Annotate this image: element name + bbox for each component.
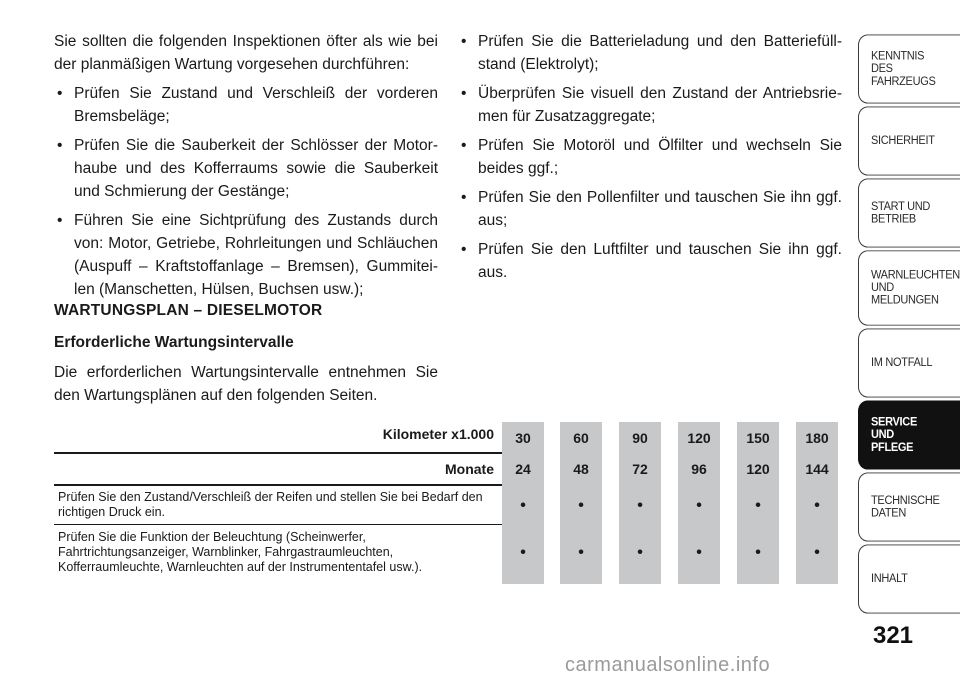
months-value: 72 (632, 461, 648, 477)
km-value: 150 (746, 430, 770, 446)
months-value: 96 (691, 461, 707, 477)
section-text: Die erforderlichen Wartungsintervalle entnehmen Sie den Wartungsplänen auf den folgenden Seiten. (54, 364, 438, 404)
list-item: • Führen Sie eine Sichtprüfung des Zustands durch von: Motor, Getriebe, Rohrleitungen und Schläuchen (Auspuff – Kraftstoffanlage – Bremsen), Gummitei-len (Manschetten, Hülsen, Buchsen usw.); (54, 209, 438, 301)
km-header-label: Kilometer x1.000 (382, 426, 494, 442)
list-item: • Prüfen Sie den Pollenfilter und tauschen Sie ihn ggf. aus; (458, 186, 842, 232)
watermark: carmanualsonline.info (565, 654, 771, 676)
section-subheading: Erforderliche Wartungsintervalle (54, 334, 294, 351)
km-value: 120 (687, 430, 711, 446)
check-mark: • (814, 497, 820, 514)
tab-technische-daten[interactable]: TECHNISCHE DATEN (858, 472, 960, 541)
months-value: 48 (573, 461, 589, 477)
section-heading: WARTUNGSPLAN – DIESELMOTOR (54, 302, 323, 319)
km-value: 30 (515, 430, 531, 446)
intro-paragraph: Sie sollten die folgenden Inspektionen öfter als wie bei der planmäßigen Wartung vorgesehen durchführen: (54, 33, 438, 73)
bullet-icon: • (461, 241, 467, 258)
bullet-icon: • (461, 189, 467, 206)
table-row-text: Prüfen Sie den Zustand/Verschleiß der Reifen und stellen Sie bei Bedarf den richtigen Druck ein. (58, 490, 483, 519)
bullet-icon: • (461, 137, 467, 154)
months-value: 24 (515, 461, 531, 477)
check-mark: • (637, 497, 643, 514)
list-item: • Prüfen Sie Motoröl und Ölfilter und wechseln Sie beides ggf.; (458, 134, 842, 180)
page-number: 321 (872, 622, 914, 649)
tab-sicherheit[interactable]: SICHERHEIT (858, 106, 960, 175)
list-item: • Prüfen Sie die Sauberkeit der Schlösser der Motor-haube und des Kofferraums sowie die Sauberkeit und Schmierung der Gestänge; (54, 134, 438, 203)
check-mark: • (696, 497, 702, 514)
left-column (54, 30, 438, 307)
km-value: 90 (632, 430, 648, 446)
tab-start-und-betrieb[interactable]: START UND BETRIEB (858, 178, 960, 247)
list-item: • Prüfen Sie die Batterieladung und den Batteriefüll-stand (Elektrolyt); (458, 30, 842, 76)
check-mark: • (520, 544, 526, 561)
bullet-icon: • (461, 33, 467, 50)
right-bullet-list (458, 30, 842, 284)
bullet-icon: • (57, 137, 63, 154)
table-row-text: Prüfen Sie die Funktion der Beleuchtung (Scheinwerfer, Fahrtrichtungsanzeiger, Warnblinker, Fahrgastraumleuchten, Kofferraumleuchte, Warnleuchten auf der Instrumententafel usw.). (58, 530, 423, 574)
row-divider (54, 524, 502, 525)
list-item: • Überprüfen Sie visuell den Zustand der Antriebsrie-men für Zusatzaggregate; (458, 82, 842, 128)
km-value: 180 (805, 430, 829, 446)
check-mark: • (696, 544, 702, 561)
months-value: 144 (805, 461, 829, 477)
left-bullet-list (54, 82, 438, 301)
check-mark: • (814, 544, 820, 561)
bullet-icon: • (461, 85, 467, 102)
months-value: 120 (746, 461, 770, 477)
header-rule (54, 452, 502, 454)
subheader-rule (54, 484, 502, 486)
check-mark: • (578, 497, 584, 514)
months-header-label: Monate (445, 461, 494, 477)
tab-service-und-pflege[interactable]: SERVICE UND PFLEGE (858, 400, 960, 469)
right-column (458, 30, 842, 290)
check-mark: • (578, 544, 584, 561)
tab-kenntnis-des-fahrzeugs[interactable]: KENNTNIS DES FAHRZEUGS (858, 34, 960, 103)
check-mark: • (755, 544, 761, 561)
list-item: • Prüfen Sie Zustand und Verschleiß der vorderen Bremsbeläge; (54, 82, 438, 128)
bullet-icon: • (57, 85, 63, 102)
maintenance-table (54, 422, 844, 584)
tab-inhalt[interactable]: INHALT (858, 544, 960, 613)
bullet-icon: • (57, 212, 63, 229)
list-item: • Prüfen Sie den Luftfilter und tauschen Sie ihn ggf. aus. (458, 238, 842, 284)
check-mark: • (755, 497, 761, 514)
check-mark: • (520, 497, 526, 514)
km-value: 60 (573, 430, 589, 446)
tab-warnleuchten-und-meldungen[interactable]: WARNLEUCHTEN UND MELDUNGEN (858, 250, 960, 326)
tab-im-notfall[interactable]: IM NOTFALL (858, 328, 960, 397)
check-mark: • (637, 544, 643, 561)
